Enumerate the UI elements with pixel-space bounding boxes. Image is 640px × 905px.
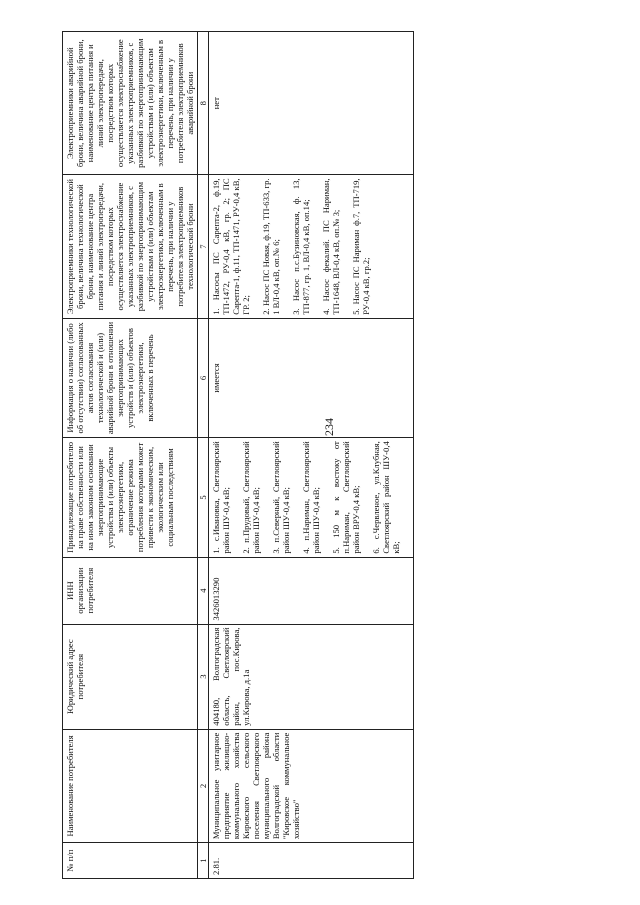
header-emergency-reserve: Электроприемники аварийной брони, величина аварийной брони, наименование центра питания и линий электропередачи, посредством которых осуществляется электроснабжение указанных электроприемников, с разбивкой по энергопринимающим устройствам и (или) объектам электроэнергетики, включенным в перечень, при наличии у потребителя электроприемников аварийной брони — [63, 32, 198, 175]
tech-reserve-item: 3. Насос п.с.Бузиновская, ф. 13, ТП-877, гр. 1, ВЛ-0,4 кВ, оп.14; — [291, 178, 311, 315]
inn-value: 3426013290 — [209, 557, 414, 624]
header-devices: Принадлежащие потребителю на праве собственности или на ином законном основании энергопринимающие устройства и (или) объекты электроэнергетики, ограничение режима потребления которыми может привести к экономическим, экологическим или социальным последствиям — [63, 438, 198, 557]
device-item: 3. п.Северный, Светлоярский район ШУ-0,4 кВ; — [271, 441, 291, 554]
tech-reserve-item: 4. Насос фекалий. ПС Нариман, ТП-1648, ВЛ-0,4 кВ, оп.№ 3; — [321, 178, 341, 315]
header-legal-address: Юридический адрес потребителя — [63, 624, 198, 729]
header-tech-reserve: Электроприемники технологической брони, величина технологической брони, наименование центра питания и линий электропередачи, посредством которых осуществляется электроснабжение указанных электроприемников, с разбивкой по энергопринимающим устройствам и (или) объектам электроэнергетики, включенным в перечень, при наличии у потребителя электроприемников технологической брони — [63, 175, 198, 318]
row-number: 2.81. — [209, 843, 414, 879]
column-number: 2 — [198, 729, 209, 842]
device-item: 2. п.Прудовый, Светлоярский район ШУ-0,4 кВ; — [241, 441, 261, 554]
device-item: 1. с.Ивановка, Светлоярский район ШУ-0,4 кВ; — [211, 441, 231, 554]
header-row — [63, 32, 198, 879]
column-number: 7 — [198, 175, 209, 318]
legal-address: 404180, Волгоградская область, Светлоярский район, пос.Кирова, ул.Кирова, д.1а — [209, 624, 414, 729]
header-acts: Информация о наличии (либо об отсутствии) согласованных актов согласования технологической и (или) аварийной брони в отношении энергопринимающих устройств и (или) объектов электроэнергетики, включенных в перечень — [63, 318, 198, 437]
table-row — [209, 32, 414, 879]
column-number-row — [198, 32, 209, 879]
column-number: 3 — [198, 624, 209, 729]
header-consumer-name: Наименование потребителя — [63, 729, 198, 842]
column-number: 5 — [198, 438, 209, 557]
column-number: 1 — [198, 843, 209, 879]
consumer-name: Муниципальное унитарное предприятие жилищно-коммунального хозяйства Кировского сельского поселения Светлоярского муниципального района Волгоградской области "Кировское коммунальное хозяйство" — [209, 729, 414, 842]
device-item: 4. п.Нариман, Светлоярский район ШУ-0,4 кВ; — [301, 441, 321, 554]
acts-status: имеется — [209, 318, 414, 437]
emergency-reserve-value: нет — [209, 32, 414, 175]
tech-reserve-cell — [209, 175, 414, 318]
devices-cell — [209, 438, 414, 557]
column-number: 8 — [198, 32, 209, 175]
consumer-reserve-table — [62, 31, 414, 879]
tech-reserve-item: 5. Насос ПС Нариман ф.7, ТП-719, РУ-0,4 кВ, гр.2; — [351, 178, 371, 315]
reserve-table-sheet — [62, 31, 401, 879]
tech-reserve-item: 1. Насосы ПС Сарепта-2, ф.19, ТП-1472, РУ-0,4 кВ, гр. 2; ПС Сарепта-1, ф.11, ТП-1471, РУ-0,4 кВ, ГР. 2; — [211, 178, 251, 315]
header-inn: ИНН организации потребителя — [63, 557, 198, 624]
page-number: 234 — [322, 418, 336, 436]
device-item: 5. 150 м к востоку от п.Нариман, Светлоярский район ВРУ-0,4 кВ; — [331, 441, 361, 554]
device-item: 6. с.Червленое, ул.Клубная, Светлоярский район ШУ-0,4 кВ; — [371, 441, 401, 554]
tech-reserve-item: 2. Насос ПС Новая, ф.19, ТП-633, гр. 1 ВЛ-0,4 кВ, оп.№ 6; — [261, 178, 281, 315]
column-number: 4 — [198, 557, 209, 624]
header-number: № п/п — [63, 843, 198, 879]
column-number: 6 — [198, 318, 209, 437]
